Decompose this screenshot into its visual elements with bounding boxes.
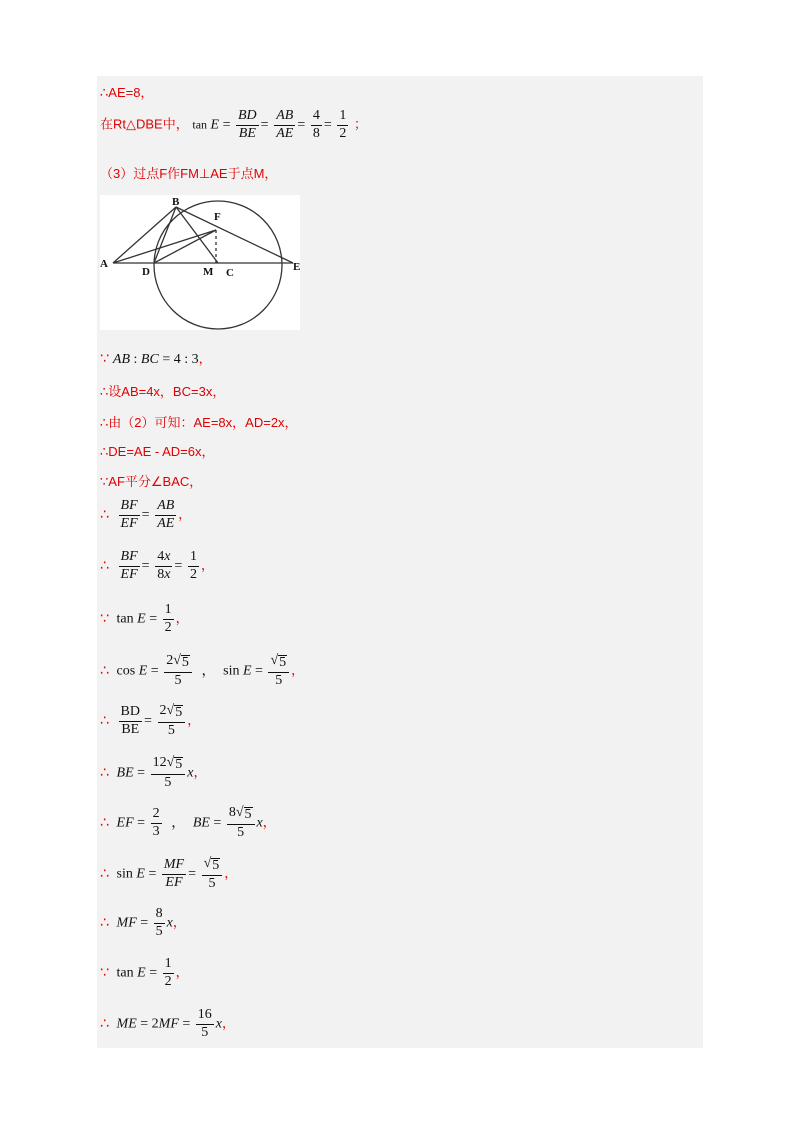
line-tan-e-half: ∵ tan E = $\frac{1}{2}$ ， [100,602,189,635]
segment-be [176,207,293,263]
line-ae-ad: ∴由（2）可知：AE=8x，AD=2x， [100,415,298,430]
line-tan-e-prefix: 在Rt△DBE中， [100,116,189,132]
line-ae-equals-8: ∴AE=8， [100,85,154,100]
circle-diagram [100,195,300,330]
line-cos-sin-e: ∴ cos E = 2√ 5 5 ， sin E = √ 5 5 ， [100,653,305,688]
label-m: M [203,266,214,278]
line-ef-be: ∴ EF = $\frac{2}{3}$ ， BE = 8√ 5 5 x， [100,805,276,840]
line-set-ab-bc: ∴设AB=4x，BC=3x， [100,384,226,399]
line-ratio-ab-bc: ∵ AB : BC = 4 : 3， [100,350,212,367]
segment-bc [176,207,218,263]
label-d: D [142,266,150,278]
line-tan-e-half-2: ∵ tan E = $\frac{1}{2}$ ， [100,956,189,989]
line-bf-ef-ab-ae: ∴ $\frac{BF}{EF}$ = $\frac{AB}{AE}$ ， [100,498,192,531]
line-af-bisects: ∵AF平分∠BAC， [100,474,203,489]
label-f: F [214,211,221,223]
label-e: E [293,261,300,273]
line-mf-value: ∴ MF = $\frac{8}{5}$ x， [100,906,186,939]
line-de: ∴DE=AE - AD=6x， [100,444,215,459]
label-c: C [226,267,234,279]
line-bf-ef-half: ∴ $\frac{BF}{EF}$ = $\frac{4x}{8x}$ = $\frac{1}{2}$ ， [100,549,214,582]
segment-bd [154,207,176,263]
line-be-value: ∴ BE = 12√ 5 5 x， [100,755,207,790]
label-b: B [172,196,180,208]
line-sin-e-mf-ef: ∴ sin E = $\frac{MF}{EF}$ = √ 5 5 ， [100,856,238,891]
geometry-figure [100,195,300,330]
label-a: A [100,258,108,270]
line-bd-be: ∴ $\frac{BD}{BE}$ = 2√ 5 5 ， [100,703,201,738]
line-construct-fm: （3）过点F作FM⊥AE于点M， [100,166,278,181]
line-tan-e-suffix: ； [354,116,368,132]
line-tan-e: 在Rt△DBE中， tan E = $\frac{BD}{BE}$ = $\frac{AB}{AE}$ = $\frac{4}{8}$ = $\frac{1}{2}$ ； [100,108,368,141]
line-me-value: ∴ ME = 2MF = $\frac{16}{5}$ x， [100,1007,236,1040]
segment-ab [113,207,176,263]
